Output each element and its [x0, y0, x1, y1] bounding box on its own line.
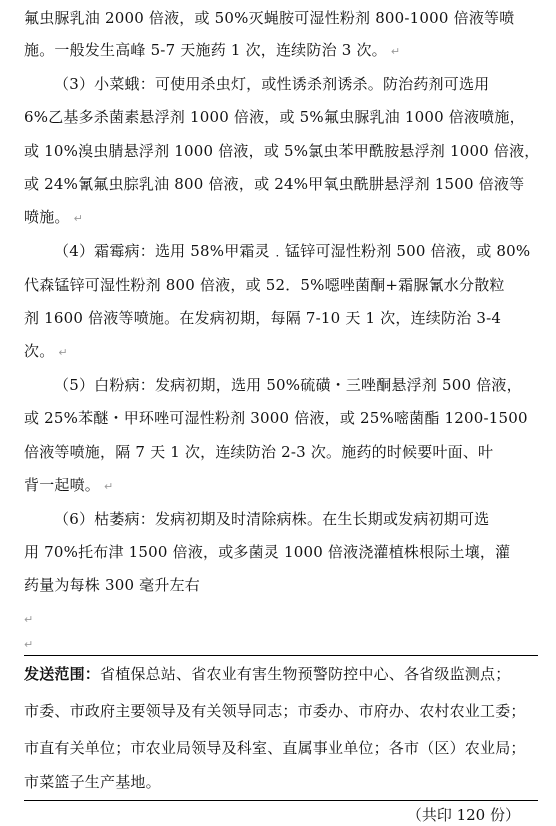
distribution-line-3: 市直有关单位；市农业局领导及科室、直属事业单位；各市（区）农业局；: [24, 739, 526, 757]
distribution-line-1: 发送范围：省植保总站、省农业有害生物预警防控中心、各省级监测点；: [24, 665, 511, 683]
section-3-line-4: 或 24%氰氟虫腙乳油 800 倍液，或 24%甲氧虫酰肼悬浮剂 1500 倍液等: [24, 175, 525, 193]
section-3-line-3: 或 10%溴虫腈悬浮剂 1000 倍液，或 5%氯虫苯甲酰胺悬浮剂 1000 倍液，: [24, 142, 540, 160]
distribution-top-rule: [24, 655, 538, 656]
empty-paragraph-mark-icon: ↵: [24, 638, 34, 651]
print-count: （共印 120 份）: [406, 806, 520, 824]
empty-paragraph-mark-icon: ↵: [24, 613, 34, 626]
section-4-line-3: 剂 1600 倍液等喷施。在发病初期，每隔 7-10 天 1 次，连续防治 3-4: [24, 309, 502, 327]
section-6-line-1: （6）枯萎病：发病初期及时清除病株。在生长期或发病初期可选: [54, 510, 490, 528]
paragraph-mark-icon: ↵: [73, 212, 84, 225]
section-5-line-2: 或 25%苯醚・甲环唑可湿性粉剂 3000 倍液，或 25%嘧菌酯 1200-1500: [24, 409, 528, 427]
paragraph-mark-icon: ↵: [104, 480, 114, 493]
section-4-line-2: 代森锰锌可湿性粉剂 800 倍液，或 52．5%噁唑菌酮+霜脲氰水分散粒: [24, 276, 505, 294]
distribution-line-4: 市菜篮子生产基地。: [24, 773, 161, 791]
paragraph-mark-icon: ↵: [58, 346, 68, 359]
section-3-line-1: （3）小菜蛾：可使用杀虫灯，或性诱杀剂诱杀。防治药剂可选用: [54, 75, 490, 93]
section-6-line-3: 药量为每株 300 毫升左右: [24, 576, 200, 594]
section-2-line-1: 氟虫脲乳油 2000 倍液，或 50%灭蝇胺可湿性粉剂 800-1000 倍液等喷: [24, 9, 515, 27]
distribution-label: 发送范围：: [24, 665, 101, 683]
section-3-line-2: 6%乙基多杀菌素悬浮剂 1000 倍液，或 5%氟虫脲乳油 1000 倍液喷施，: [24, 108, 525, 126]
section-2-line-2: 施。一般发生高峰 5-7 天施药 1 次，连续防治 3 次。 ↵: [24, 41, 401, 59]
distribution-bottom-rule: [24, 800, 538, 801]
section-3-line-5: 喷施。 ↵: [24, 208, 84, 226]
section-5-line-3: 倍液等喷施，隔 7 天 1 次，连续防治 2-3 次。施药的时候要叶面、叶: [24, 443, 494, 461]
section-5-line-4: 背一起喷。 ↵: [24, 476, 114, 494]
section-4-line-1: （4）霜霉病：选用 58%甲霜灵﹒锰锌可湿性粉剂 500 倍液，或 80%: [54, 242, 531, 260]
section-5-line-1: （5）白粉病：发病初期，选用 50%硫磺・三唑酮悬浮剂 500 倍液，: [54, 376, 522, 394]
section-6-line-2: 用 70%托布津 1500 倍液，或多菌灵 1000 倍液浇灌植株根际土壤，灌: [24, 543, 511, 561]
section-4-line-4: 次。 ↵: [24, 342, 68, 360]
distribution-line-2: 市委、市政府主要领导及有关领导同志；市委办、市府办、农村农业工委；: [24, 702, 526, 720]
paragraph-mark-icon: ↵: [390, 45, 401, 58]
